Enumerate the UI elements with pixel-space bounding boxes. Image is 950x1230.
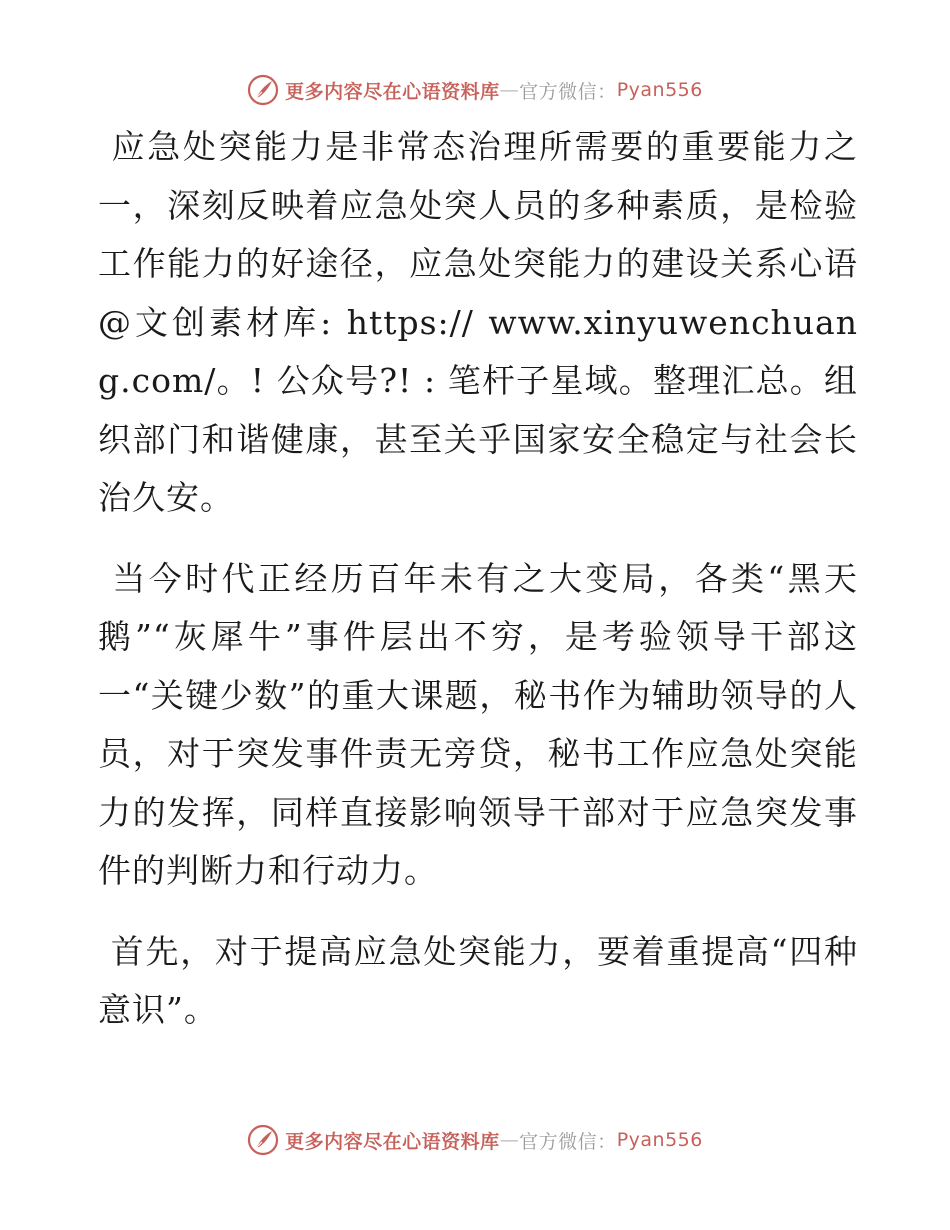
feather-pen-logo-icon xyxy=(247,1124,279,1156)
header-banner xyxy=(0,70,950,110)
feather-pen-logo-icon xyxy=(247,74,279,106)
banner-wechat-id: Pyan556 xyxy=(616,79,703,101)
document-body xyxy=(98,118,858,1062)
banner-wechat-label: 官方微信： xyxy=(519,1130,617,1153)
paragraph-2-text: 当今时代正经历百年未有之大变局，各类“黑天鹅”“灰犀牛”事件层出不穷，是考验领导干部这一“关键少数”的重大课题，秘书作为辅助领导的人员，对于突发事件责无旁贷，秘书工作应急处突能力的发挥，同样直接影响领导干部对于应急突发事件的判断力和行动力。 xyxy=(98,558,858,890)
banner-separator: — xyxy=(499,79,520,101)
banner-separator: — xyxy=(499,1129,520,1151)
banner-brand-text: 更多内容尽在心语资料库 xyxy=(285,80,500,103)
paragraph-1 xyxy=(98,118,858,528)
banner-wechat-label: 官方微信： xyxy=(519,80,617,103)
paragraph-3 xyxy=(98,923,858,1040)
paragraph-3-text: 首先，对于提高应急处突能力，要着重提高“四种意识”。 xyxy=(98,931,858,1029)
paragraph-2 xyxy=(98,550,858,901)
footer-banner xyxy=(0,1120,950,1160)
banner-wechat-id: Pyan556 xyxy=(616,1129,703,1151)
banner-brand-text: 更多内容尽在心语资料库 xyxy=(285,1130,500,1153)
paragraph-1-text: 应急处突能力是非常态治理所需要的重要能力之一，深刻反映着应急处突人员的多种素质，是检验工作能力的好途径，应急处突能力的建设关系心语@文创素材库: https:// www.xinyuwenchuang.com/。! 公众号?! : 笔杆子星域。整理汇总。组织部门和谐健康，甚至关乎国家安全稳定与社会长治久安。 xyxy=(98,127,858,517)
